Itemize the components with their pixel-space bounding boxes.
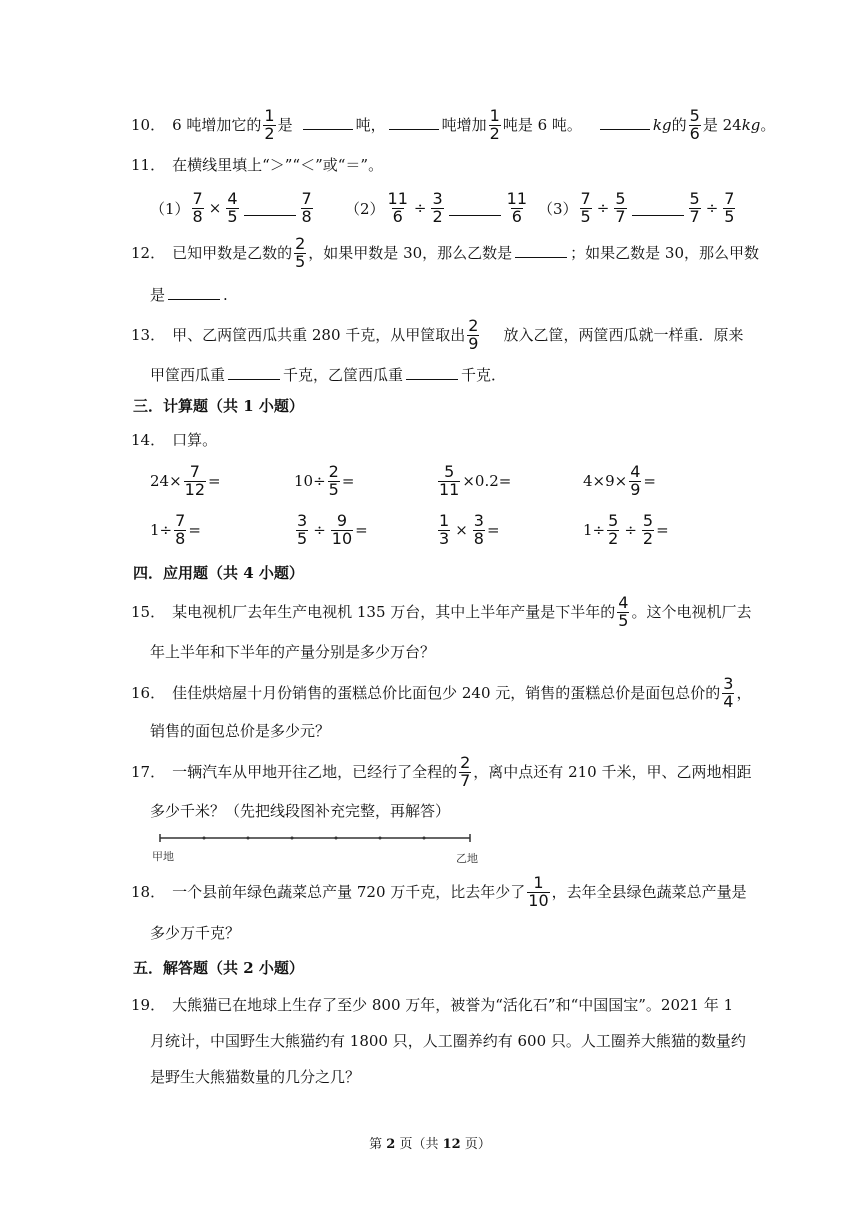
fraction <box>459 752 471 790</box>
q10-text-g: 的 <box>671 115 687 134</box>
answer-blank[interactable] <box>228 378 280 380</box>
calc-item <box>436 461 511 501</box>
operator: ÷ <box>705 199 719 217</box>
denominator: 3 <box>439 528 450 548</box>
numerator: 7 <box>301 188 312 208</box>
question-number: 11． <box>131 155 166 174</box>
numerator: 7 <box>724 188 735 208</box>
numerator: 9 <box>336 510 348 530</box>
denominator: 12 <box>184 479 206 499</box>
numerator: 5 <box>642 510 654 530</box>
total-pages: 12 <box>442 1137 461 1152</box>
footer-text: 页） <box>460 1137 491 1152</box>
q15-text-a: 某电视机厂去年生产电视机 135 万台，其中上半年产量是下半年的 <box>172 602 616 621</box>
calc-suffix: = <box>656 521 669 539</box>
q11-part-2 <box>345 190 530 226</box>
calc-item <box>150 510 201 550</box>
question-15-cont <box>150 637 435 667</box>
question-number: 12． <box>131 243 166 262</box>
operator: ÷ <box>624 521 637 539</box>
answer-blank[interactable] <box>515 256 567 258</box>
q12-text-e: . <box>223 285 228 304</box>
question-number: 10． <box>131 115 166 134</box>
q10-text-a: 6 吨增加它的 <box>172 115 262 134</box>
q13-text-a: 甲、乙两筐西瓜共重 280 千克，从甲筐取出 <box>172 325 466 344</box>
section-heading-5: 五．解答题（共 2 小题） <box>133 958 304 977</box>
answer-blank[interactable] <box>303 128 353 130</box>
fraction <box>467 315 479 353</box>
denominator: 7 <box>615 206 626 226</box>
question-11 <box>131 150 383 180</box>
denominator: 8 <box>175 528 186 548</box>
q12-text-a: 已知甲数是乙数的 <box>172 243 293 262</box>
numerator: 3 <box>723 673 734 693</box>
denominator: 2 <box>608 528 619 548</box>
calc-item <box>294 461 354 501</box>
question-14 <box>131 425 217 455</box>
fraction <box>294 233 306 271</box>
q11-text: 在横线里填上“＞”“＜”或“＝”。 <box>172 155 384 174</box>
calc-suffix: = <box>341 472 355 490</box>
fraction <box>438 510 450 548</box>
calc-item <box>150 461 221 501</box>
q10-text-end: 。 <box>760 115 776 134</box>
denominator: 10 <box>331 528 353 548</box>
label-start: 甲地 <box>152 850 174 863</box>
denominator: 7 <box>689 206 700 226</box>
denominator: 2 <box>489 123 500 143</box>
question-19 <box>131 990 733 1020</box>
denominator: 9 <box>630 479 641 499</box>
q18-text-a: 一个县前年绿色蔬菜总产量 720 万千克，比去年少了 <box>172 882 526 901</box>
numerator: 1 <box>533 872 544 892</box>
answer-blank[interactable] <box>389 128 439 130</box>
numerator: 4 <box>630 461 641 481</box>
numerator: 4 <box>618 592 629 612</box>
numerator: 1 <box>264 105 275 125</box>
denominator: 2 <box>264 123 275 143</box>
part-label: （1） <box>150 199 190 218</box>
q17-text-c: 多少千米？（先把线段图补充完整，再解答） <box>150 801 451 820</box>
numerator: 5 <box>689 188 700 208</box>
fraction <box>387 188 409 226</box>
question-number: 17． <box>131 762 166 781</box>
fraction <box>723 188 735 226</box>
question-number: 18． <box>131 882 166 901</box>
calc-prefix: 24× <box>150 472 182 490</box>
part-label: （2） <box>345 199 385 218</box>
q16-text-c: 销售的面包总价是多少元？ <box>150 721 331 740</box>
q12-text-d: 是 <box>150 285 166 304</box>
operator: ÷ <box>596 199 610 217</box>
calc-prefix: 4×9× <box>583 472 628 490</box>
q13-text-e: 千克． <box>461 365 507 384</box>
fraction <box>174 510 186 548</box>
calc-prefix: 1÷ <box>150 521 173 539</box>
fraction <box>473 510 485 548</box>
numerator: 7 <box>192 188 203 208</box>
section-heading-3: 三．计算题（共 1 小题） <box>133 396 304 415</box>
numerator: 3 <box>297 510 308 530</box>
fraction <box>263 105 275 143</box>
question-16-cont <box>150 716 330 746</box>
denominator: 4 <box>723 691 734 711</box>
operator: ÷ <box>313 521 326 539</box>
numerator: 3 <box>473 510 484 530</box>
numerator: 7 <box>580 188 591 208</box>
question-number: 15． <box>131 602 166 621</box>
q15-text-c: 年上半年和下半年的产量分别是多少万台？ <box>150 642 436 661</box>
calc-suffix: = <box>188 521 201 539</box>
q18-text-c: 多少万千克？ <box>150 923 241 942</box>
calc-item <box>294 510 368 550</box>
q10-text-h: 是 24 <box>702 115 742 134</box>
q12-text-c: ；如果乙数是 30，那么甲数 <box>570 243 760 262</box>
q16-text-b: ， <box>736 683 752 702</box>
denominator: 5 <box>227 206 238 226</box>
q19-text-c: 是野生大熊猫数量的几分之几？ <box>150 1067 361 1086</box>
fraction <box>614 188 626 226</box>
denominator: 11 <box>439 479 460 499</box>
fraction <box>328 461 340 499</box>
question-15 <box>131 592 752 630</box>
calc-item <box>583 461 656 501</box>
calc-suffix: = <box>355 521 368 539</box>
answer-blank[interactable] <box>600 128 650 130</box>
fraction <box>331 510 353 548</box>
answer-blank[interactable] <box>449 214 501 216</box>
fraction <box>489 105 501 143</box>
question-12-cont <box>150 280 228 310</box>
question-19-cont-2 <box>150 1062 360 1092</box>
question-19-cont-1 <box>150 1026 746 1056</box>
q10-text-e: 吨是 6 吨。 <box>502 115 582 134</box>
q10-text-d: 吨增加 <box>441 115 487 134</box>
question-number: 19． <box>131 995 166 1014</box>
denominator: 5 <box>724 206 735 226</box>
calc-suffix: ×0.2= <box>462 472 512 490</box>
calc-item <box>583 510 669 550</box>
denominator: 10 <box>528 890 549 910</box>
fraction <box>629 461 641 499</box>
question-number: 16． <box>131 683 166 702</box>
question-number: 13． <box>131 325 166 344</box>
numerator: 11 <box>387 188 408 208</box>
numerator: 7 <box>189 461 200 481</box>
numerator: 5 <box>444 461 455 481</box>
q19-text-a: 大熊猫已在地球上生存了至少 800 万年，被誉为“活化石”和“中国国宝”。2021 年 1 <box>172 995 734 1014</box>
q13-text-b: 放入乙筐，两筐西瓜就一样重．原来 <box>503 325 744 344</box>
fraction <box>226 188 238 226</box>
question-18 <box>131 872 747 910</box>
fraction <box>580 188 592 226</box>
denominator: 5 <box>580 206 591 226</box>
calc-suffix: = <box>643 472 656 490</box>
denominator: 5 <box>295 251 306 271</box>
q10-text-b: 是 <box>277 115 293 134</box>
fraction <box>192 188 204 226</box>
footer-text: 第 <box>369 1137 387 1152</box>
calc-prefix: 1÷ <box>583 521 606 539</box>
denominator: 5 <box>618 610 629 630</box>
answer-blank[interactable] <box>168 298 220 300</box>
calc-item <box>436 510 500 550</box>
calc-suffix: = <box>208 472 221 490</box>
operator: × <box>208 199 222 217</box>
numerator: 11 <box>506 188 528 208</box>
question-16 <box>131 673 752 711</box>
label-end: 乙地 <box>456 852 478 865</box>
denominator: 5 <box>297 528 308 548</box>
part-label: （3） <box>538 199 578 218</box>
q10-text-c: 吨， <box>355 115 386 134</box>
numerator: 5 <box>689 105 700 125</box>
fraction <box>617 592 629 630</box>
operator: × <box>455 521 468 539</box>
calc-suffix: = <box>486 521 500 539</box>
numerator: 7 <box>175 510 186 530</box>
q17-text-b: ，离中点还有 210 千米，甲、乙两地相距 <box>473 762 752 781</box>
question-17-cont <box>150 796 450 826</box>
denominator: 2 <box>432 206 443 226</box>
fraction <box>431 188 443 226</box>
question-13 <box>131 315 744 353</box>
denominator: 6 <box>689 123 700 143</box>
q18-text-b: ，去年全县绿色蔬菜总产量是 <box>551 882 747 901</box>
page-footer <box>0 1133 860 1152</box>
denominator: 7 <box>460 770 471 790</box>
question-10 <box>131 105 776 143</box>
question-12 <box>131 233 760 271</box>
answer-blank[interactable] <box>244 214 296 216</box>
denominator: 6 <box>511 206 522 226</box>
denominator: 9 <box>468 333 479 353</box>
fraction <box>438 461 460 499</box>
numerator: 2 <box>460 752 471 772</box>
fraction <box>642 510 654 548</box>
q14-text: 口算。 <box>172 430 218 449</box>
numerator: 2 <box>468 315 479 335</box>
numerator: 3 <box>432 188 443 208</box>
fraction <box>506 188 528 226</box>
answer-blank[interactable] <box>632 214 684 216</box>
denominator: 2 <box>642 528 654 548</box>
calc-prefix: 10÷ <box>294 472 326 490</box>
fraction <box>184 461 206 499</box>
q13-text-d: 千克，乙筐西瓜重 <box>283 365 404 384</box>
question-13-cont <box>150 360 506 390</box>
q15-text-b: 。这个电视机厂去 <box>631 602 752 621</box>
fraction <box>607 510 619 548</box>
q16-text-a: 佳佳烘焙屋十月份销售的蛋糕总价比面包少 240 元，销售的蛋糕总价是面包总价的 <box>172 683 721 702</box>
answer-blank[interactable] <box>406 378 458 380</box>
numerator: 4 <box>227 188 238 208</box>
denominator: 8 <box>473 528 484 548</box>
denominator: 8 <box>301 206 312 226</box>
numerator: 5 <box>608 510 619 530</box>
denominator: 5 <box>328 479 339 499</box>
segment-diagram <box>150 828 490 868</box>
numerator: 2 <box>295 233 306 253</box>
fraction <box>527 872 549 910</box>
q11-part-3 <box>538 190 737 226</box>
fraction <box>689 188 701 226</box>
q13-text-c: 甲筐西瓜重 <box>150 365 226 384</box>
unit-kg: kg <box>741 115 761 134</box>
question-18-cont <box>150 918 240 948</box>
segment-line <box>150 828 490 868</box>
q12-text-b: ，如果甲数是 30，那么乙数是 <box>308 243 513 262</box>
current-page: 2 <box>386 1137 396 1152</box>
numerator: 1 <box>489 105 500 125</box>
fraction <box>296 510 308 548</box>
fraction <box>722 673 734 711</box>
section-heading-4: 四．应用题（共 4 小题） <box>133 563 304 582</box>
operator: ÷ <box>413 199 427 217</box>
denominator: 8 <box>192 206 203 226</box>
question-number: 14． <box>131 430 166 449</box>
fraction <box>689 105 701 143</box>
q17-text-a: 一辆汽车从甲地开往乙地，已经行了全程的 <box>172 762 458 781</box>
footer-text: 页（共 <box>395 1137 443 1152</box>
numerator: 5 <box>615 188 626 208</box>
q11-part-1 <box>150 190 315 226</box>
fraction <box>301 188 313 226</box>
denominator: 6 <box>392 206 403 226</box>
unit-kg: kg <box>652 115 672 134</box>
numerator: 1 <box>439 510 450 530</box>
q19-text-b: 月统计，中国野生大熊猫约有 1800 只，人工圈养约有 600 只。人工圈养大熊猫的数量约 <box>150 1031 746 1050</box>
question-17 <box>131 752 752 790</box>
numerator: 2 <box>328 461 339 481</box>
